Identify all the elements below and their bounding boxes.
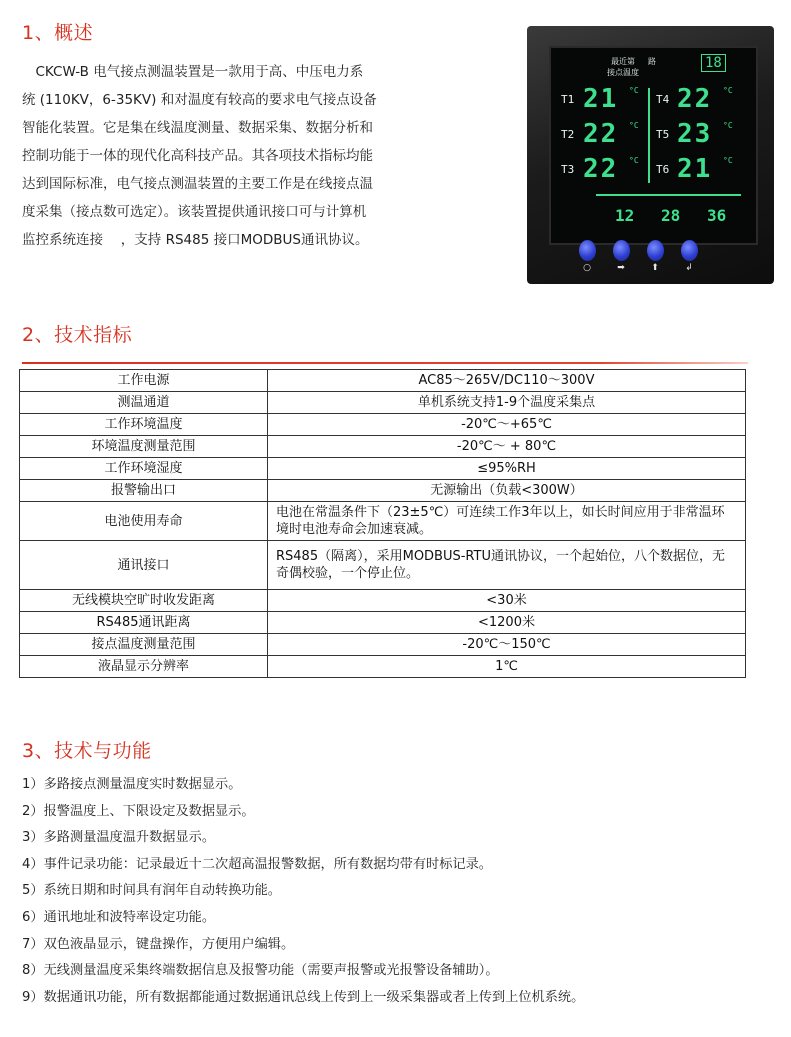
lcd-channel-unit: °C: [629, 156, 639, 165]
spec-key: 工作电源: [20, 370, 268, 392]
lcd-channel-value: 21: [677, 154, 713, 184]
spec-value: 1℃: [268, 656, 746, 678]
section1-heading: 1、概述: [22, 22, 94, 44]
spec-key: RS485通讯距离: [20, 612, 268, 634]
section2-heading: 2、技术指标: [22, 324, 133, 346]
intro-line: 控制功能于一体的现代化高科技产品。其各项技术指标均能: [22, 148, 373, 164]
spec-key: 环境温度测量范围: [20, 436, 268, 458]
intro-line: 达到国际标准，电气接点测温装置的主要工作是在线接点温: [22, 176, 373, 192]
list-item: 6）通讯地址和波特率设定功能。: [22, 909, 216, 925]
spec-value: RS485（隔离），采用MODBUS-RTU通讯协议，一个起始位，八个数据位，无奇偶校验，一个停止位。: [268, 541, 746, 590]
intro-paragraph: [22, 58, 442, 254]
lcd-channel-label: T3: [561, 163, 575, 176]
spec-value: 单机系统支持1-9个温度采集点: [268, 392, 746, 414]
lcd-channel-unit: °C: [723, 121, 733, 130]
table-row: [20, 436, 746, 458]
lcd-second: 36: [707, 206, 727, 225]
function-list: [22, 772, 584, 1011]
lcd-channel-unit: °C: [723, 156, 733, 165]
lcd-minute: 28: [661, 206, 681, 225]
spec-key: 无线模块空旷时收发距离: [20, 590, 268, 612]
enter-icon: ↲: [685, 263, 693, 273]
lcd-channel-unit: °C: [723, 86, 733, 95]
intro-line: 监控系统连接 ，支持 RS485 接口MODBUS通讯协议。: [22, 232, 369, 248]
table-row: [20, 480, 746, 502]
device-button-3: [647, 240, 664, 261]
intro-line: 智能化装置。它是集在线温度测量、数据采集、数据分析和: [22, 120, 373, 136]
spec-value: -20℃～150℃: [268, 634, 746, 656]
lcd-channel-value: 21: [583, 84, 619, 114]
table-row: [20, 414, 746, 436]
intro-line: 度采集（接点数可选定）。该装置提供通讯接口可与计算机: [22, 204, 367, 220]
lcd-channel-label: T6: [656, 163, 670, 176]
list-item: 5）系统日期和时间具有润年自动转换功能。: [22, 883, 281, 899]
lcd-channel-label: T2: [561, 128, 575, 141]
list-item: 3）多路测量温度温升数据显示。: [22, 830, 216, 846]
table-row: [20, 634, 746, 656]
list-item: 8）无线测量温度采集终端数据信息及报警功能（需要声报警或光报警设备辅助）。: [22, 963, 499, 979]
list-item: 9）数据通讯功能，所有数据都能通过数据通讯总线上传到上一级采集器或者上传到上位机系统。: [22, 989, 585, 1005]
section2-divider: [22, 362, 748, 364]
spec-key: 报警输出口: [20, 480, 268, 502]
lcd-route-value: 18: [701, 54, 726, 72]
spec-value: <1200米: [268, 612, 746, 634]
spec-key: 接点温度测量范围: [20, 634, 268, 656]
table-row: [20, 458, 746, 480]
lcd-channel-label: T5: [656, 128, 670, 141]
lcd-channel-label: T4: [656, 93, 670, 106]
spec-key: 工作环境湿度: [20, 458, 268, 480]
device-button-1: [579, 240, 596, 261]
intro-line: CKCW-B 电气接点测温装置是一款用于高、中压电力系: [22, 64, 364, 80]
spec-key: 测温通道: [20, 392, 268, 414]
lcd-channel-value: 22: [583, 154, 619, 184]
arrow-right-icon: ➡: [617, 263, 625, 273]
lcd-divider: [648, 88, 650, 183]
device-photo: [527, 26, 774, 284]
lcd-channel-label: T1: [561, 93, 575, 106]
lcd-hline: [596, 194, 741, 196]
spec-key: 液晶显示分辨率: [20, 656, 268, 678]
lcd-hour: 12: [615, 206, 635, 225]
spec-value: AC85～265V/DC110～300V: [268, 370, 746, 392]
arrow-up-icon: ⬆: [651, 263, 659, 273]
lcd-channel-unit: °C: [629, 86, 639, 95]
table-row: [20, 502, 746, 541]
list-item: 7）双色液晶显示，键盘操作，方便用户编辑。: [22, 936, 295, 952]
spec-value: -20℃～ + 80℃: [268, 436, 746, 458]
list-item: 1）多路接点测量温度实时数据显示。: [22, 777, 242, 792]
device-button-4: [681, 240, 698, 261]
spec-key: 电池使用寿命: [20, 502, 268, 541]
lcd-title-line2: 接点温度: [607, 68, 639, 77]
lcd-channel-value: 22: [677, 84, 713, 114]
table-row: [20, 612, 746, 634]
lcd-channel-value: 22: [583, 119, 619, 149]
spec-value: <30米: [268, 590, 746, 612]
table-row: [20, 392, 746, 414]
spec-key: 通讯接口: [20, 541, 268, 590]
section3-heading: 3、技术与功能: [22, 740, 152, 762]
table-row: [20, 541, 746, 590]
lcd-route-label: 路: [648, 57, 656, 66]
spec-table: [19, 369, 746, 678]
lcd-title-line1: 最近第: [611, 57, 635, 66]
device-lcd: [549, 46, 758, 245]
table-row: [20, 656, 746, 678]
spec-key: 工作环境温度: [20, 414, 268, 436]
intro-line: 统 (110KV，6-35KV) 和对温度有较高的要求电气接点设备: [22, 92, 377, 108]
circle-icon: ○: [583, 263, 591, 273]
device-button-2: [613, 240, 630, 261]
spec-value: ≤95%RH: [268, 458, 746, 480]
spec-value: 无源输出（负载<300W）: [268, 480, 746, 502]
lcd-channel-unit: °C: [629, 121, 639, 130]
list-item: 2）报警温度上、下限设定及数据显示。: [22, 803, 255, 819]
spec-value: 电池在常温条件下（23±5℃）可连续工作3年以上，如长时间应用于非常温环境时电池寿命会加速衰减。: [268, 502, 746, 541]
table-row: [20, 370, 746, 392]
list-item: 4）事件记录功能：记录最近十二次超高温报警数据，所有数据均带有时标记录。: [22, 856, 492, 872]
table-row: [20, 590, 746, 612]
spec-value: -20℃～+65℃: [268, 414, 746, 436]
lcd-channel-value: 23: [677, 119, 713, 149]
